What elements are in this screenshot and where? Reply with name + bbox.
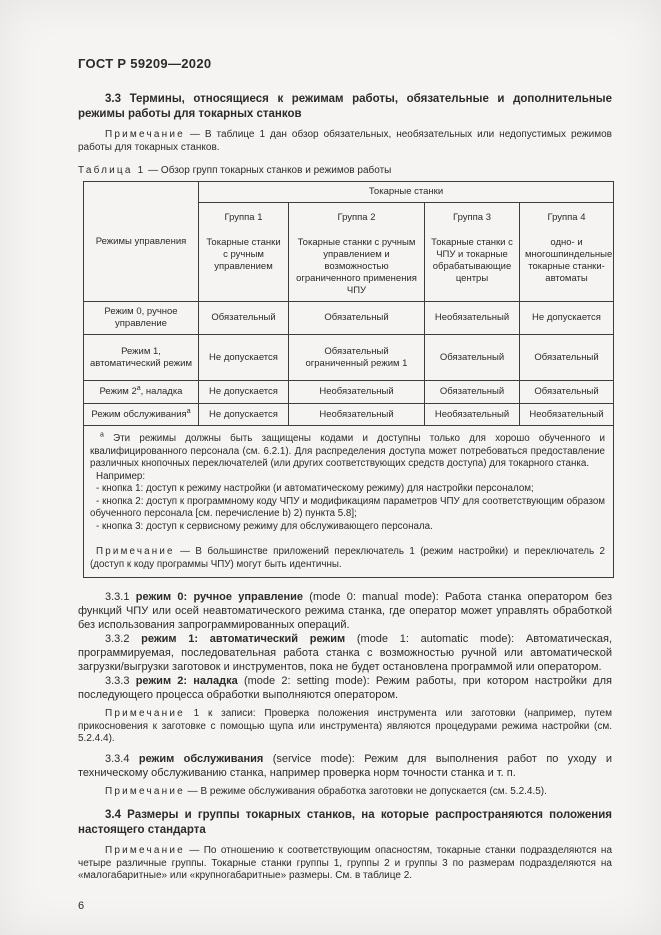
table-row bbox=[84, 302, 614, 335]
table-1-caption bbox=[78, 164, 612, 177]
definition-text: (mode 2: setting mode): Режим работы, при котором настройки для последующего процесса обработки выполняются оператором. bbox=[78, 675, 612, 701]
group-name: Группа 1 bbox=[224, 212, 263, 223]
mode-label-cell bbox=[84, 302, 199, 335]
clause-number: 3.3.3 bbox=[105, 675, 130, 687]
note-text: — В таблице 1 дан обзор обязательных, необязательных или недопустимых режимов работы для токарных станков. bbox=[78, 129, 612, 153]
group-name: Группа 2 bbox=[337, 212, 376, 223]
definition-3-3-3 bbox=[78, 674, 612, 702]
table-footnote-cell bbox=[84, 426, 614, 578]
note-text: — В большинстве приложений переключатель 1 (режим настройки) и переключатель 2 (доступ к коду программы ЧПУ) могут быть идентичны. bbox=[90, 546, 606, 570]
footnote-text: Эти режимы должны быть защищены кодами и доступны только для хорошо обученного и квалифицированного персонала (см. 6.2.1). Для распределения доступа может потребоваться предоставление различных кнопочных переключателей (или других соответствующих средств доступа) для токарного станка. bbox=[90, 433, 606, 469]
footnote-example-label: Например: bbox=[96, 470, 146, 482]
table-row bbox=[84, 381, 614, 404]
group-2-header bbox=[289, 203, 425, 302]
clause-number: 3.3.2 bbox=[105, 633, 130, 645]
note-after-3-3-4 bbox=[78, 786, 612, 799]
group-desc: Токарные станки с ручным управлением bbox=[206, 237, 281, 272]
page-number: 6 bbox=[78, 899, 85, 912]
term: режим 0: ручное управление bbox=[135, 591, 303, 603]
requirement-cell: Необязательный bbox=[425, 404, 520, 426]
definition-text: (mode 0: manual mode): Работа станка оператором без функций ЧПУ или осей неавтоматического режима станка, где оператор может управлять обработкой без использования запрограммированных операций. bbox=[78, 591, 613, 631]
footnote-item: - кнопка 3: доступ к сервисному режиму для обслуживающего персонала. bbox=[96, 520, 433, 532]
mode-label-cell bbox=[84, 335, 199, 381]
group-desc: одно- и многошпиндельные токарные станки-автоматы bbox=[525, 237, 613, 284]
requirement-cell: Обязательный ограниченный режим 1 bbox=[289, 335, 425, 381]
requirement-cell: Обязательный bbox=[425, 381, 520, 404]
footnote-ref: a bbox=[136, 384, 141, 392]
requirement-cell: Обязательный bbox=[289, 302, 425, 335]
footnote-item: - кнопка 1: доступ к режиму настройки (и автоматическому режиму) для настройки персоналом; bbox=[96, 483, 534, 494]
requirement-cell: Обязательный bbox=[199, 302, 289, 335]
group-3-header bbox=[425, 203, 520, 302]
table-footnote-row bbox=[84, 426, 614, 578]
mode-label: Режим обслуживания bbox=[91, 408, 187, 420]
clause-number: 3.3.1 bbox=[105, 591, 130, 603]
mode-label-cell bbox=[84, 404, 199, 426]
group-1-header bbox=[199, 203, 289, 302]
section-3-3-note bbox=[78, 129, 612, 154]
note-after-3-3-3 bbox=[78, 708, 612, 746]
table-caption-label: Таблица 1 bbox=[78, 165, 146, 176]
definition-3-3-1 bbox=[78, 590, 612, 632]
requirement-cell: Не допускается bbox=[199, 335, 289, 381]
group-desc: Токарные станки с ЧПУ и токарные обрабатывающие центры bbox=[431, 237, 513, 284]
table-header-modes: Режимы управления bbox=[84, 182, 199, 302]
requirement-cell: Обязательный bbox=[520, 381, 614, 404]
requirement-cell: Обязательный bbox=[425, 335, 520, 381]
table-1 bbox=[83, 181, 614, 578]
definition-3-3-4 bbox=[78, 752, 612, 780]
requirement-cell: Необязательный bbox=[425, 302, 520, 335]
footnote-paragraph bbox=[90, 433, 605, 471]
group-name: Группа 4 bbox=[547, 212, 586, 223]
section-3-4-heading: 3.4 Размеры и группы токарных станков, на которые распространяются положения настоящего стандарта bbox=[78, 809, 612, 836]
note-text: — В режиме обслуживания обработка заготовки не допускается (см. 5.2.4.5). bbox=[187, 785, 547, 797]
note-label: Примечание bbox=[105, 785, 185, 797]
note-text: — По отношению к соответствующим опасностям, токарные станки подразделяются на четыре различные группы. Токарные станки группы 1, группы 2 и группы 3 по размерам подразделяются на «малогабаритные» или «крупногабаритные» размеры. См. в таблице 2. bbox=[78, 845, 613, 881]
note-label: Примечание bbox=[105, 845, 185, 856]
mode-label-suffix: , наладка bbox=[140, 386, 183, 397]
group-desc: Токарные станки с ручным управлением и возможностью ограниченного применения ЧПУ bbox=[296, 237, 417, 296]
clause-number: 3.3.4 bbox=[105, 752, 130, 765]
mode-label: Режим 2 bbox=[99, 386, 137, 397]
group-4-header bbox=[520, 203, 614, 302]
definition-text: (mode 1: automatic mode): Автоматическая, программируемая, последовательная работа станка с возможностью ручной или автоматической загрузки/выгрузки заготовок и инструментов, пока не будет остановлена программой или оператором. bbox=[78, 633, 612, 673]
table-header-span: Токарные станки bbox=[199, 182, 614, 203]
footnote-ref: a bbox=[186, 407, 191, 415]
section-3-3-heading: 3.3 Термины, относящиеся к режимам работы, обязательные и дополнительные режимы работы для токарных станков bbox=[78, 93, 612, 120]
mode-label: Режим 0, ручное управление bbox=[104, 306, 178, 329]
requirement-cell: Не допускается bbox=[520, 302, 614, 335]
definition-3-3-2 bbox=[78, 632, 612, 674]
note-label: Примечание bbox=[105, 129, 185, 140]
requirement-cell: Необязательный bbox=[289, 381, 425, 404]
mode-label: Режим 1, автоматический режим bbox=[90, 345, 192, 369]
definition-text: (service mode): Режим для выполнения работ по уходу и техническому обслуживанию станка, например проверка норм точности станка и т. п. bbox=[78, 752, 612, 779]
note-text: 1 к записи: Проверка положения инструмента или заготовки (например, путем прикосновения к заготовке с помощью щупа или инструмента) являются процедурами режима настройки (см. 5.2.4.4). bbox=[78, 708, 612, 744]
term: режим 1: автоматический режим bbox=[141, 633, 346, 645]
mode-label-cell bbox=[84, 381, 199, 404]
note-label: Примечание bbox=[96, 546, 175, 557]
footnote-marker: a bbox=[100, 431, 104, 439]
term: режим 2: наладка bbox=[135, 675, 238, 687]
table-row bbox=[84, 404, 614, 426]
requirement-cell: Необязательный bbox=[520, 404, 614, 426]
requirement-cell: Не допускается bbox=[199, 404, 289, 426]
table-caption-text: — Обзор групп токарных станков и режимов работы bbox=[148, 165, 392, 176]
requirement-cell: Обязательный bbox=[520, 335, 614, 381]
footnote-item: - кнопка 2: доступ к программному коду ЧПУ и модификациям параметров ЧПУ для соответствующим образом обученного персонала [см. перечисление b) 2) пункта 5.8]; bbox=[90, 495, 606, 519]
group-name: Группа 3 bbox=[452, 212, 492, 223]
requirement-cell: Необязательный bbox=[289, 404, 425, 426]
note-label: Примечание bbox=[105, 708, 185, 719]
doc-header: ГОСТ Р 59209—2020 bbox=[78, 56, 212, 71]
requirement-cell: Не допускается bbox=[199, 381, 289, 404]
footnote-note bbox=[90, 546, 605, 571]
section-3-4-note bbox=[78, 845, 612, 883]
table-row bbox=[84, 335, 614, 381]
term: режим обслуживания bbox=[138, 752, 264, 765]
